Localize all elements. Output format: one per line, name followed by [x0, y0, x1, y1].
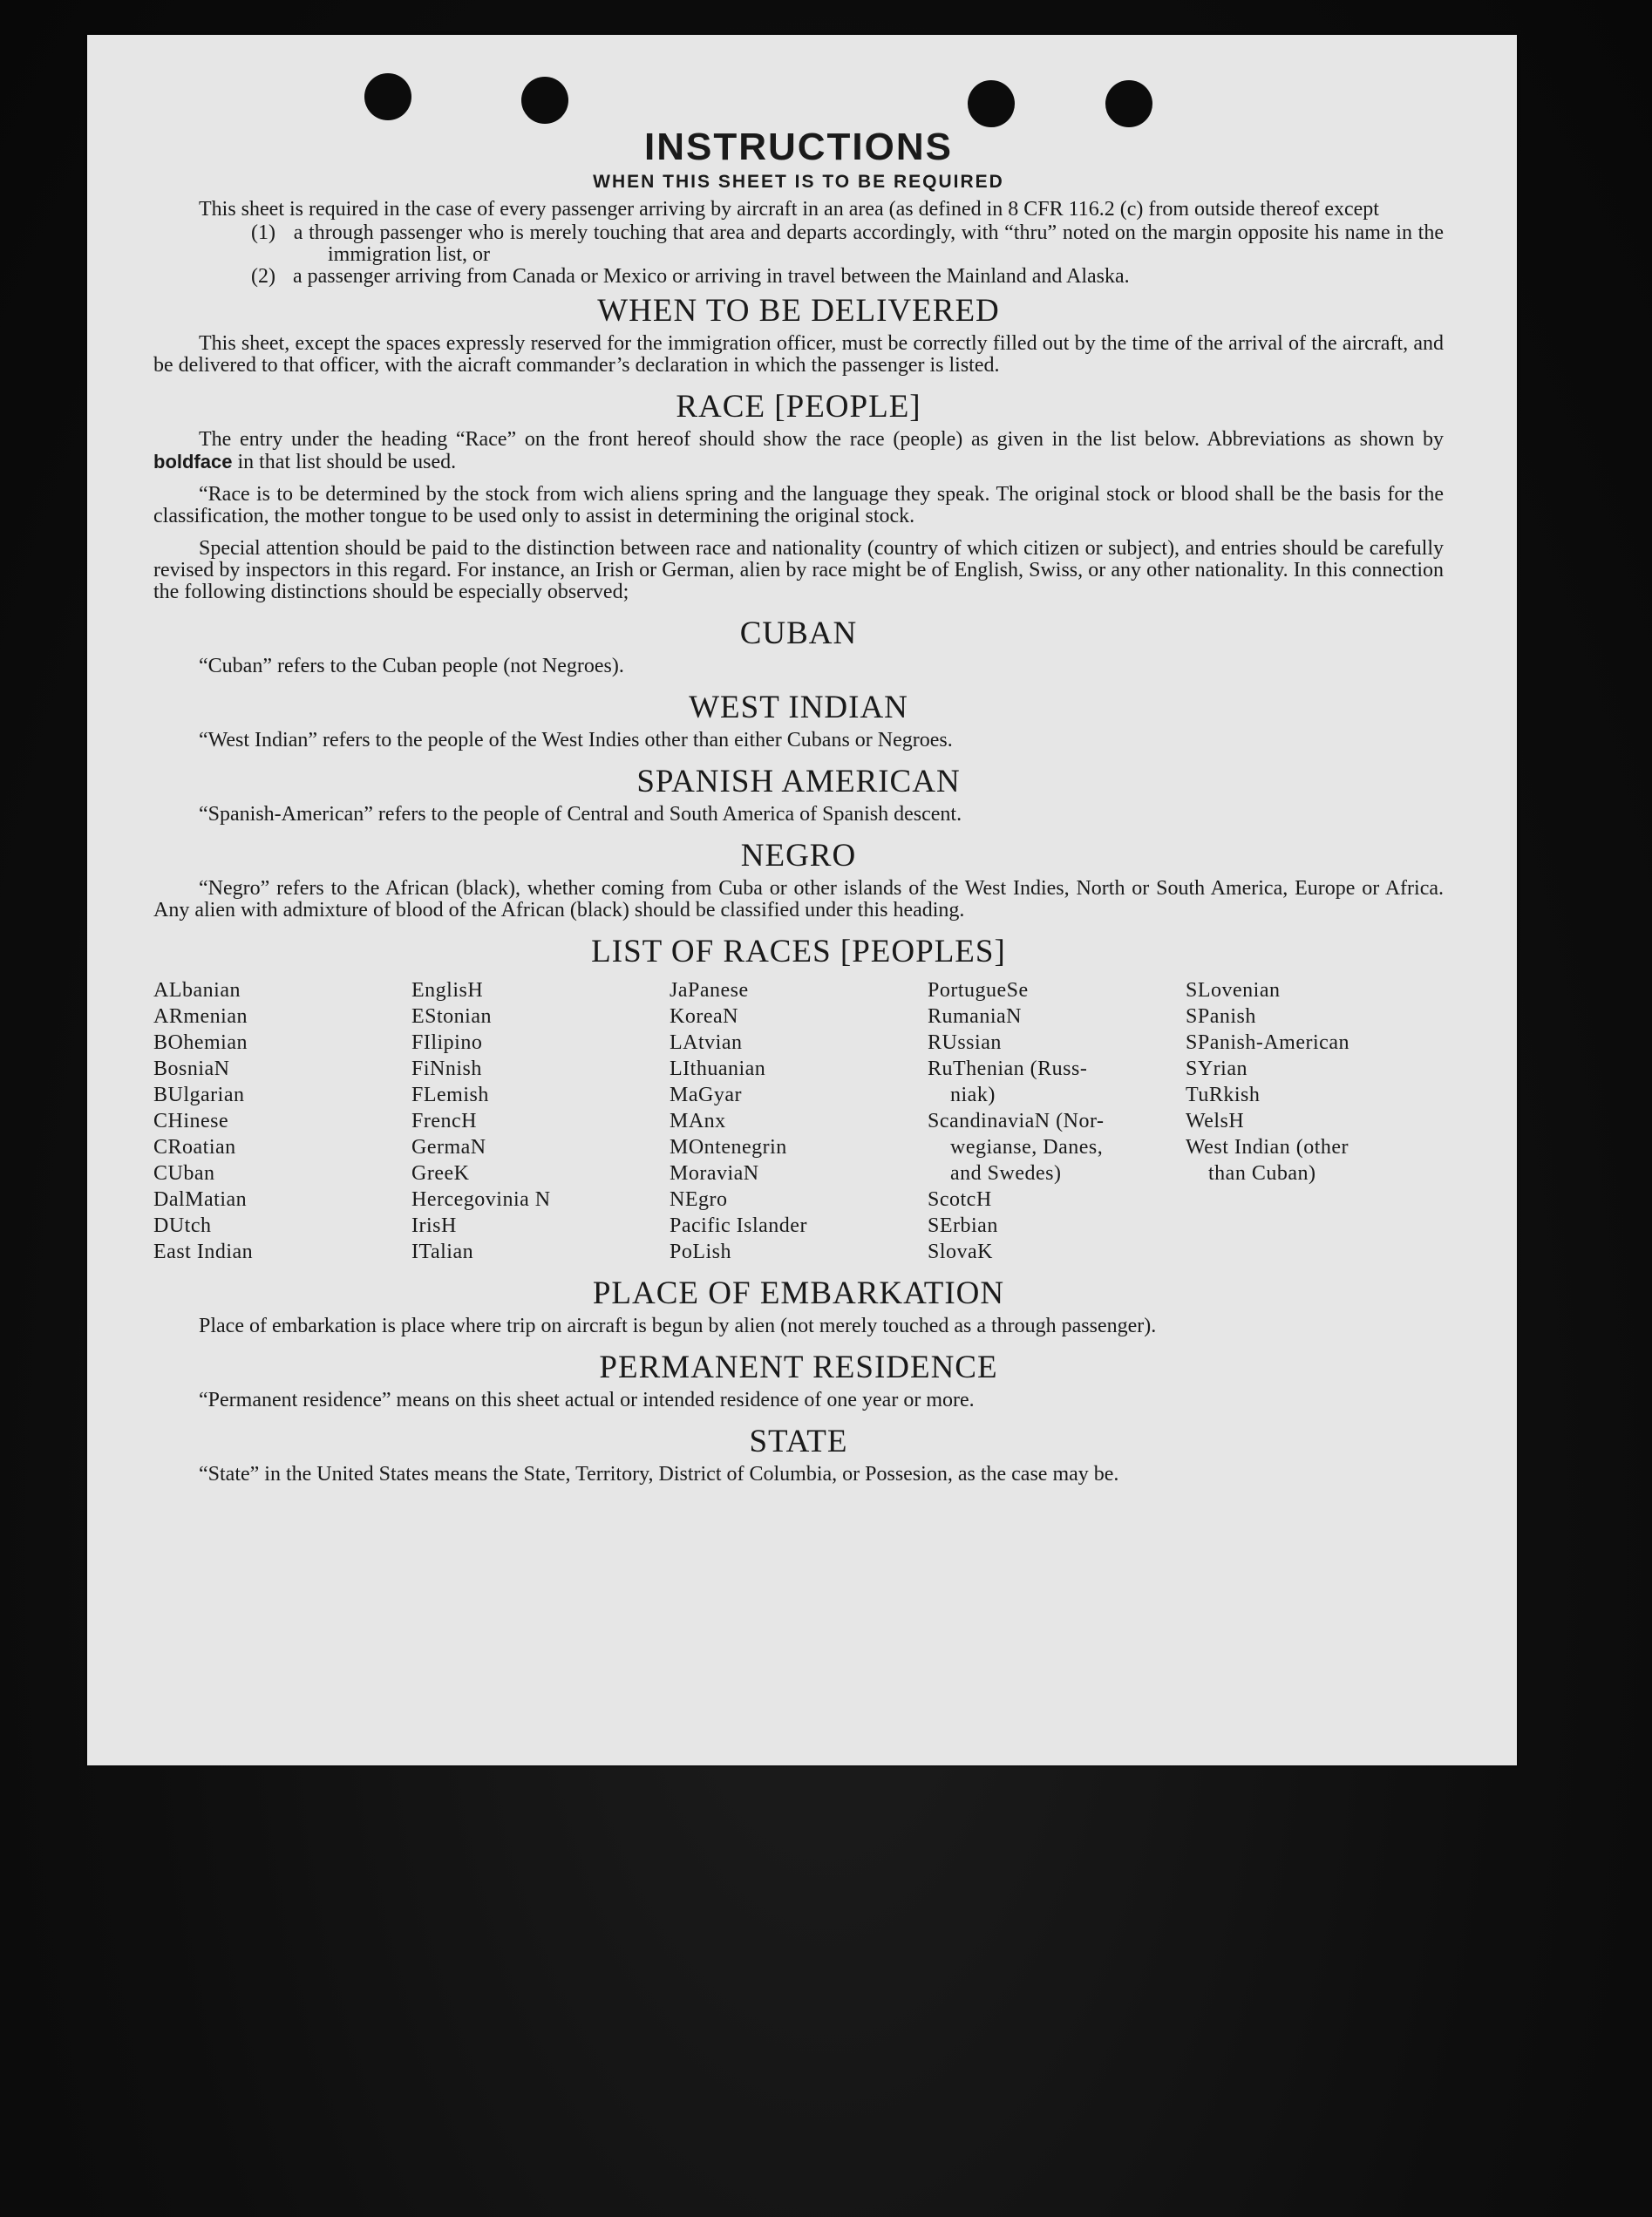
race-entry: BosniaN: [153, 1057, 230, 1080]
section-heading-delivered: WHEN TO BE DELIVERED: [597, 293, 1000, 329]
page-subtitle: WHEN THIS SHEET IS TO BE REQUIRED: [593, 172, 1004, 192]
race-entry: PoLish: [670, 1241, 732, 1263]
section-heading-embarkation: PLACE OF EMBARKATION: [592, 1275, 1005, 1311]
state-text: “State” in the United States means the State, Territory, District of Columbia, or Possesion, as the case may be.: [199, 1463, 1119, 1486]
exception-item: (2) a passenger arriving from Canada or Mexico or arriving in travel between the Mainland and Alaska.: [251, 265, 1130, 288]
delivered-text: This sheet, except the spaces expressly reserved for the immigration officer, must be correctly filled out by the time of the arrival of the aircraft, and be delivered to that officer, with the aicraft commander’s declaration in which the passenger is listed.: [153, 332, 1444, 377]
section-heading-cuban: CUBAN: [739, 615, 858, 651]
race-entry: wegianse, Danes,: [950, 1136, 1104, 1159]
exception-item: (1) a through passenger who is merely touching that area and departs accordingly, with “thru” noted on the margin opposite his name in the immigration list, or: [251, 221, 1445, 266]
race-entry: RumaniaN: [928, 1005, 1022, 1028]
document-sheet: [87, 35, 1517, 1765]
race-entry: CHinese: [153, 1110, 229, 1132]
page-title: INSTRUCTIONS: [644, 126, 953, 168]
race-entry: ITalian: [411, 1241, 474, 1263]
required-intro: This sheet is required in the case of every passenger arriving by aircraft in an area (as defined in 8 CFR 116.2 (c) from outside thereof except: [199, 198, 1379, 221]
section-heading-state: STATE: [749, 1424, 848, 1459]
race-text: The entry under the heading “Race” on the front hereof should show the race (people) as given in the list below. Abbreviations as shown by boldface in that list should be used.: [153, 428, 1444, 473]
instructions-content: [153, 126, 1444, 1496]
race-entry: MOntenegrin: [670, 1136, 787, 1159]
section-heading-race: RACE [PEOPLE]: [676, 389, 921, 425]
race-entry: West Indian (other: [1186, 1136, 1349, 1159]
race-entry: WelsH: [1186, 1110, 1245, 1132]
race-entry: LAtvian: [670, 1031, 743, 1054]
race-entry: niak): [950, 1084, 996, 1106]
boldface-word: boldface: [153, 451, 233, 473]
race-entry: EStonian: [411, 1005, 492, 1028]
race-entry: Pacific Islander: [670, 1214, 807, 1237]
races-column: [928, 977, 1186, 1265]
race-entry: FiNnish: [411, 1057, 482, 1080]
race-entry: RUssian: [928, 1031, 1002, 1054]
race-entry: Hercegovinia N: [411, 1188, 551, 1211]
races-column: [411, 977, 670, 1265]
race-entry: RuThenian (Russ-: [928, 1057, 1088, 1080]
race-entry: SPanish-American: [1186, 1031, 1349, 1054]
section-heading-residence: PERMANENT RESIDENCE: [599, 1350, 998, 1385]
race-entry: LIthuanian: [670, 1057, 766, 1080]
cuban-text: “Cuban” refers to the Cuban people (not Negroes).: [199, 655, 624, 677]
race-entry: FrencH: [411, 1110, 477, 1132]
race-entry: IrisH: [411, 1214, 457, 1237]
race-entry: FIlipino: [411, 1031, 483, 1054]
race-entry: PortugueSe: [928, 979, 1029, 1002]
races-column: [670, 977, 928, 1265]
race-entry: ScandinaviaN (Nor-: [928, 1110, 1105, 1132]
race-entry: and Swedes): [950, 1162, 1062, 1185]
races-list: [153, 977, 1444, 1265]
punch-hole: [521, 77, 568, 124]
race-entry: TuRkish: [1186, 1084, 1261, 1106]
punch-hole: [1105, 80, 1152, 127]
race-entry: ScotcH: [928, 1188, 992, 1211]
section-heading-spanish-american: SPANISH AMERICAN: [636, 764, 961, 799]
race-entry: BOhemian: [153, 1031, 248, 1054]
negro-text: “Negro” refers to the African (black), whether coming from Cuba or other islands of the West Indies, North or South America, Europe or Africa. Any alien with admixture of blood of the African (black) should be classified under this heading.: [153, 877, 1444, 921]
race-entry: MAnx: [670, 1110, 726, 1132]
west-indian-text: “West Indian” refers to the people of the West Indies other than either Cubans or Negroes.: [199, 729, 953, 751]
punch-hole: [364, 73, 411, 120]
race-entry: ARmenian: [153, 1005, 248, 1028]
race-entry: BUlgarian: [153, 1084, 245, 1106]
race-entry: MoraviaN: [670, 1162, 759, 1185]
race-entry: CUban: [153, 1162, 215, 1185]
races-column: [1186, 977, 1444, 1265]
race-entry: CRoatian: [153, 1136, 236, 1159]
section-heading-west-indian: WEST INDIAN: [689, 690, 908, 725]
residence-text: “Permanent residence” means on this sheet actual or intended residence of one year or more.: [199, 1389, 975, 1411]
race-entry: ALbanian: [153, 979, 241, 1002]
section-heading-races-list: LIST OF RACES [PEOPLES]: [591, 934, 1006, 969]
race-entry: KoreaN: [670, 1005, 738, 1028]
race-entry: East Indian: [153, 1241, 254, 1263]
punch-hole: [968, 80, 1015, 127]
race-entry: SPanish: [1186, 1005, 1256, 1028]
race-entry: MaGyar: [670, 1084, 742, 1106]
race-entry: SLovenian: [1186, 979, 1281, 1002]
race-entry: SErbian: [928, 1214, 998, 1237]
embarkation-text: Place of embarkation is place where trip on aircraft is begun by alien (not merely touched as a through passenger).: [199, 1315, 1157, 1337]
section-heading-negro: NEGRO: [740, 838, 857, 874]
race-entry: FLemish: [411, 1084, 489, 1106]
race-entry: DalMatian: [153, 1188, 248, 1211]
race-entry: GermaN: [411, 1136, 486, 1159]
race-text: Special attention should be paid to the distinction between race and nationality (country of which citizen or subject), and entries should be carefully revised by inspectors in this regard. For instance, an Irish or German, alien by race might be of English, Swiss, or any other nationality. In this connection the following distinctions should be especially observed;: [153, 537, 1444, 603]
race-entry: JaPanese: [670, 979, 749, 1002]
race-entry: SYrian: [1186, 1057, 1247, 1080]
race-entry: than Cuban): [1208, 1162, 1316, 1185]
race-entry: GreeK: [411, 1162, 470, 1185]
race-text: “Race is to be determined by the stock from wich aliens spring and the language they speak. The original stock or blood shall be the basis for the classification, the mother tongue to be used only to assist in determining the original stock.: [153, 483, 1444, 527]
races-column: [153, 977, 411, 1265]
race-entry: EnglisH: [411, 979, 484, 1002]
race-entry: NEgro: [670, 1188, 728, 1211]
race-entry: SlovaK: [928, 1241, 993, 1263]
spanish-american-text: “Spanish-American” refers to the people of Central and South America of Spanish descent.: [199, 803, 962, 826]
race-entry: DUtch: [153, 1214, 212, 1237]
